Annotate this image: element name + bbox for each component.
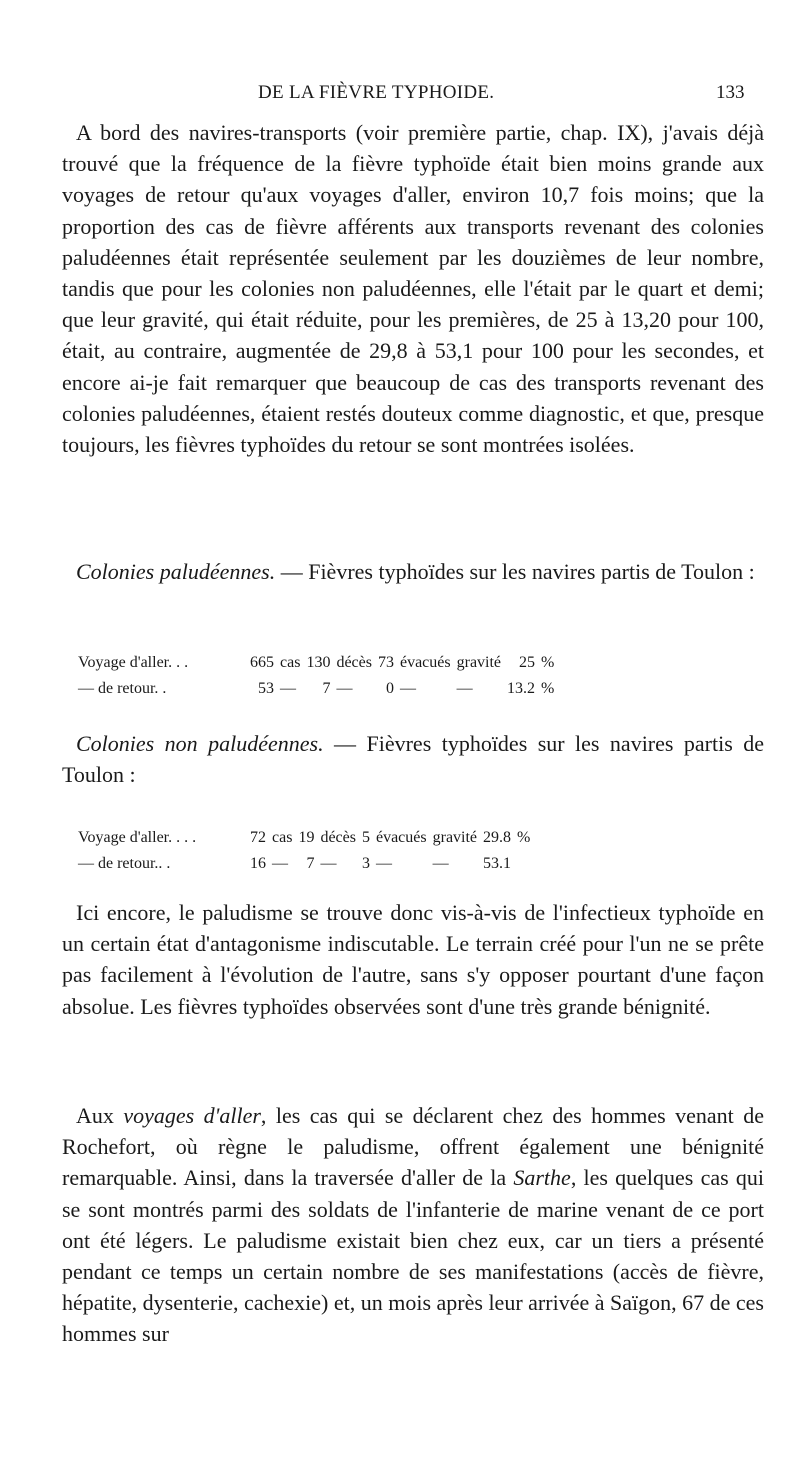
table-cell: 16 — [250, 855, 266, 872]
table-cell: 73 — [377, 654, 394, 671]
table-cell: % — [517, 829, 531, 846]
table-cell: 7 — [306, 855, 315, 872]
paragraph-2-text: — Fièvres typhoïdes sur les navires partis de Toulon : — [275, 559, 755, 584]
table-cell: — — [432, 855, 449, 872]
paragraph-1 — [62, 117, 764, 460]
table-cell — [517, 851, 536, 877]
table-cell: 7 — [322, 680, 331, 697]
table-row — [78, 676, 560, 702]
heading-colonies-paludeennes: Colonies paludéennes. — [76, 559, 276, 584]
row-label: Voyage d'aller. . . . — [78, 829, 197, 846]
table-cell: % — [541, 680, 555, 697]
paragraph-4-text: Ici encore, le paludisme se trouve donc vis-à-vis de l'infectieux typhoïde en un certain état d'antagonisme indiscutable. Le terrain créé pour l'un ne se prête pas facilement à l'évolution de l'autre, sans s'y opposer pourtant d'une façon absolue. Les fièvres typhoïdes observées sont d'une très grande bénignité. — [62, 900, 764, 1019]
table-cell: % — [541, 654, 555, 671]
table-cell: — — [320, 855, 337, 872]
table-cell: 665 — [250, 654, 274, 671]
table-cell: cas — [280, 654, 301, 671]
table-cell: 0 — [385, 680, 394, 697]
table-cell: 29.8 — [483, 829, 512, 846]
table-cell: 53.1 — [483, 855, 512, 872]
table-cell: 53 — [258, 680, 274, 697]
table-cell: 25 — [519, 654, 536, 671]
paragraph-5-text-a: Aux — [76, 1103, 124, 1128]
table-cell: — — [336, 680, 353, 697]
table-cell: — — [456, 680, 473, 697]
table-cell: 13.2 — [507, 680, 536, 697]
table-cell: gravité — [432, 829, 478, 846]
paragraph-5-text-b: , les cas qui se déclarent chez des hommes venant de Rochefort, où règne le paludisme, offrent également une bénignité remarquable. Ainsi, dans la traversée d'aller de la — [62, 1103, 765, 1191]
table-cell: 5 — [361, 829, 370, 846]
table-row — [78, 650, 560, 676]
paragraph-3 — [62, 728, 764, 790]
paragraph-2 — [62, 556, 764, 587]
sarthe-italic: Sarthe — [513, 1165, 571, 1191]
table-cell: décès — [320, 829, 356, 846]
paragraph-4 — [62, 897, 764, 1022]
running-title: DE LA FIÈVRE TYPHOIDE. — [258, 82, 495, 103]
row-label: — de retour.. . — [78, 855, 171, 872]
stats-table-paludeennes — [78, 650, 560, 702]
paragraph-5 — [62, 1100, 764, 1350]
table-cell: 130 — [306, 654, 331, 671]
table-row — [78, 851, 536, 877]
table-cell: — — [375, 855, 392, 872]
table-cell: — — [280, 680, 296, 697]
table-cell: évacués — [399, 654, 451, 671]
table-cell: évacués — [375, 829, 427, 846]
table-cell: — — [399, 680, 416, 697]
table-cell: 72 — [250, 829, 266, 846]
table-cell: décès — [336, 654, 372, 671]
table-cell: cas — [272, 829, 293, 846]
page-header — [0, 82, 800, 112]
paragraph-5-text-c: , les quelques cas qui se sont montrés parmi des soldats de l'infanterie de marine venant de ce port ont été légers. Le paludisme existait bien chez eux, car un tiers a présenté pendant ce temps un certain nombre de ses manifestations (accès de fièvre, hépatite, dysenterie, cachexie) et, un mois après leur arrivée à Saïgon, 67 de ces hommes sur — [62, 1165, 764, 1347]
table-cell: gravité — [456, 654, 502, 671]
heading-colonies-non-paludeennes: Colonies non paludéennes. — [76, 731, 324, 756]
paragraph-3-text: — Fièvres typhoïdes sur les navires partis de Toulon : — [62, 731, 764, 788]
table-row — [78, 825, 536, 851]
page-number: 133 — [716, 82, 745, 103]
voyages-aller-italic: voyages d'aller — [123, 1103, 261, 1128]
paragraph-1-text: A bord des navires-transports (voir première partie, chap. IX), j'avais déjà trouvé que la fréquence de la fièvre typhoïde était bien moins grande aux voyages de retour qu'aux voyages d'aller, environ 10,7 fois moins; que la proportion des cas de fièvre afférents aux transports revenant des colonies paludéennes était représentée seulement par les douzièmes de leur nombre, tandis que pour les colonies non paludéennes, elle l'était par le quart et demi; que leur gravité, qui était réduite, pour les premières, de 25 à 13,20 pour 100, était, au contraire, augmentée de 29,8 à 53,1 pour 100 pour les secondes, et encore ai-je fait remarquer que beaucoup de cas des transports revenant des colonies paludéennes, étaient restés douteux comme diagnostic, et que, presque toujours, les fièvres typhoïdes du retour se sont montrées isolées. — [62, 120, 764, 458]
row-label: Voyage d'aller. . . — [78, 654, 189, 671]
table-cell: 3 — [361, 855, 370, 872]
row-label: — de retour. . — [78, 680, 167, 697]
table-cell: 19 — [298, 829, 315, 846]
stats-table-non-paludeennes — [78, 825, 536, 877]
table-cell: — — [272, 855, 288, 872]
